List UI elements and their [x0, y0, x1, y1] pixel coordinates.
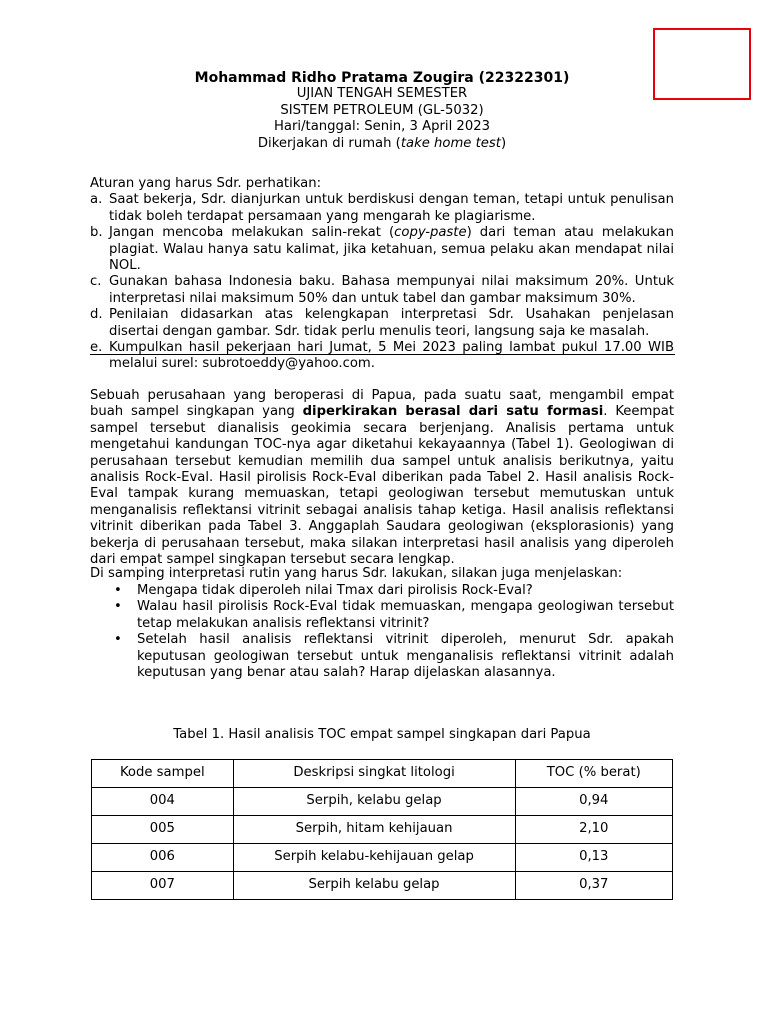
- rule-item: c. Gunakan bahasa Indonesia baku. Bahasa mempunyai nilai maksimum 20%. Untuk interpretasi nilai maksimum 50% dan untuk tabel dan gambar maksimum 30%.: [90, 274, 674, 306]
- table-cell: 005: [92, 816, 234, 844]
- rules-intro: Aturan yang harus Sdr. perhatikan:: [90, 176, 322, 191]
- table-cell: 0,13: [515, 844, 672, 872]
- question-item: • Mengapa tidak diperoleh nilai Tmax dari pirolisis Rock-Eval?: [114, 583, 533, 598]
- table-cell: Serpih kelabu-kehijauan gelap: [233, 844, 515, 872]
- questions-list: [90, 583, 674, 681]
- toc-table: [91, 759, 673, 900]
- rule-item: d. Penilaian didasarkan atas kelengkapan interpretasi Sdr. Usahakan penjelasan disertai dengan gambar. Sdr. tidak perlu menulis teori, langsung saja ke masalah.: [90, 307, 674, 339]
- rule-item: b. Jangan mencoba melakukan salin-rekat (copy-paste) dari teman atau melakukan plagiat. Walau hanya satu kalimat, jika ketahuan, semua pelaku akan mendapat nilai NOL.: [90, 225, 674, 274]
- table-caption: Tabel 1. Hasil analisis TOC empat sampel singkapan dari Papua: [173, 727, 591, 742]
- document-header: [90, 70, 674, 152]
- course-title: SISTEM PETROLEUM (GL-5032): [280, 102, 484, 118]
- rules-list: [90, 192, 674, 372]
- column-header: Deskripsi singkat litologi: [233, 760, 515, 788]
- table-cell: 006: [92, 844, 234, 872]
- column-header: TOC (% berat): [515, 760, 672, 788]
- table-row: [92, 872, 673, 900]
- table-cell: 0,94: [515, 788, 672, 816]
- table-cell: 2,10: [515, 816, 672, 844]
- table-row: [92, 816, 673, 844]
- table-cell: Serpih, hitam kehijauan: [233, 816, 515, 844]
- questions-intro: Di samping interpretasi rutin yang harus Sdr. lakukan, silakan juga menjelaskan:: [90, 566, 623, 581]
- rule-item: e. Kumpulkan hasil pekerjaan hari Jumat, 5 Mei 2023 paling lambat pukul 17.00 WIB melalui surel: subrotoeddy@yahoo.com.: [90, 340, 674, 372]
- rules-section: [90, 176, 674, 373]
- case-paragraph: Sebuah perusahaan yang beroperasi di Papua, pada suatu saat, mengambil empat buah sampel singkapan yang diperkirakan berasal dari satu formasi. Keempat sampel tersebut dianalisis geokimia secara berjenjang. Analisis pertama untuk mengetahui kandungan TOC-nya agar diketahui kekayaannya (Tabel 1). Geologiwan di perusahaan tersebut kemudian memilih dua sampel untuk analisis berikutnya, yaitu analisis Rock-Eval. Hasil pirolisis Rock-Eval diberikan pada Tabel 2. Hasil analisis Rock-Eval tampak kurang memuaskan, tetapi geologiwan tersebut memutuskan untuk menganalisis reflektansi vitrinit sebagai analisis tahap ketiga. Hasil analisis reflektansi vitrinit diberikan pada Tabel 3. Anggaplah Saudara geologiwan (eksplorasionis) yang bekerja di perusahaan tersebut, maka silakan interpretasi hasil analisis yang diperoleh dari empat sampel singkapan tersebut secara lengkap.: [90, 388, 675, 568]
- table-cell: 007: [92, 872, 234, 900]
- exam-title: UJIAN TENGAH SEMESTER: [296, 86, 468, 102]
- rule-item: a. Saat bekerja, Sdr. dianjurkan untuk berdiskusi dengan teman, tetapi untuk penulisan tidak boleh terdapat persamaan yang mengarah ke plagiarisme.: [90, 192, 674, 224]
- table-row: [92, 788, 673, 816]
- table-cell: 004: [92, 788, 234, 816]
- table-row: [92, 844, 673, 872]
- table-cell: 0,37: [515, 872, 672, 900]
- divider: [90, 354, 675, 355]
- table-cell: Serpih kelabu gelap: [233, 872, 515, 900]
- table-cell: Serpih, kelabu gelap: [233, 788, 515, 816]
- author-name: Mohammad Ridho Pratama Zougira (22322301): [194, 70, 570, 86]
- question-item: • Setelah hasil analisis reflektansi vitrinit diperoleh, menurut Sdr. apakah keputusan geologiwan tersebut untuk menganalisis reflektansi vitrinit adalah keputusan yang benar atau salah? Harap dijelaskan alasannya.: [114, 632, 674, 681]
- column-header: Kode sampel: [92, 760, 234, 788]
- table-header-row: [92, 760, 673, 788]
- question-item: • Walau hasil pirolisis Rock-Eval tidak memuaskan, mengapa geologiwan tersebut tetap melakukan analisis reflektansi vitrinit?: [114, 599, 674, 631]
- exam-date: Hari/tanggal: Senin, 3 April 2023: [274, 119, 490, 135]
- exam-mode: Dikerjakan di rumah (take home test): [257, 135, 507, 151]
